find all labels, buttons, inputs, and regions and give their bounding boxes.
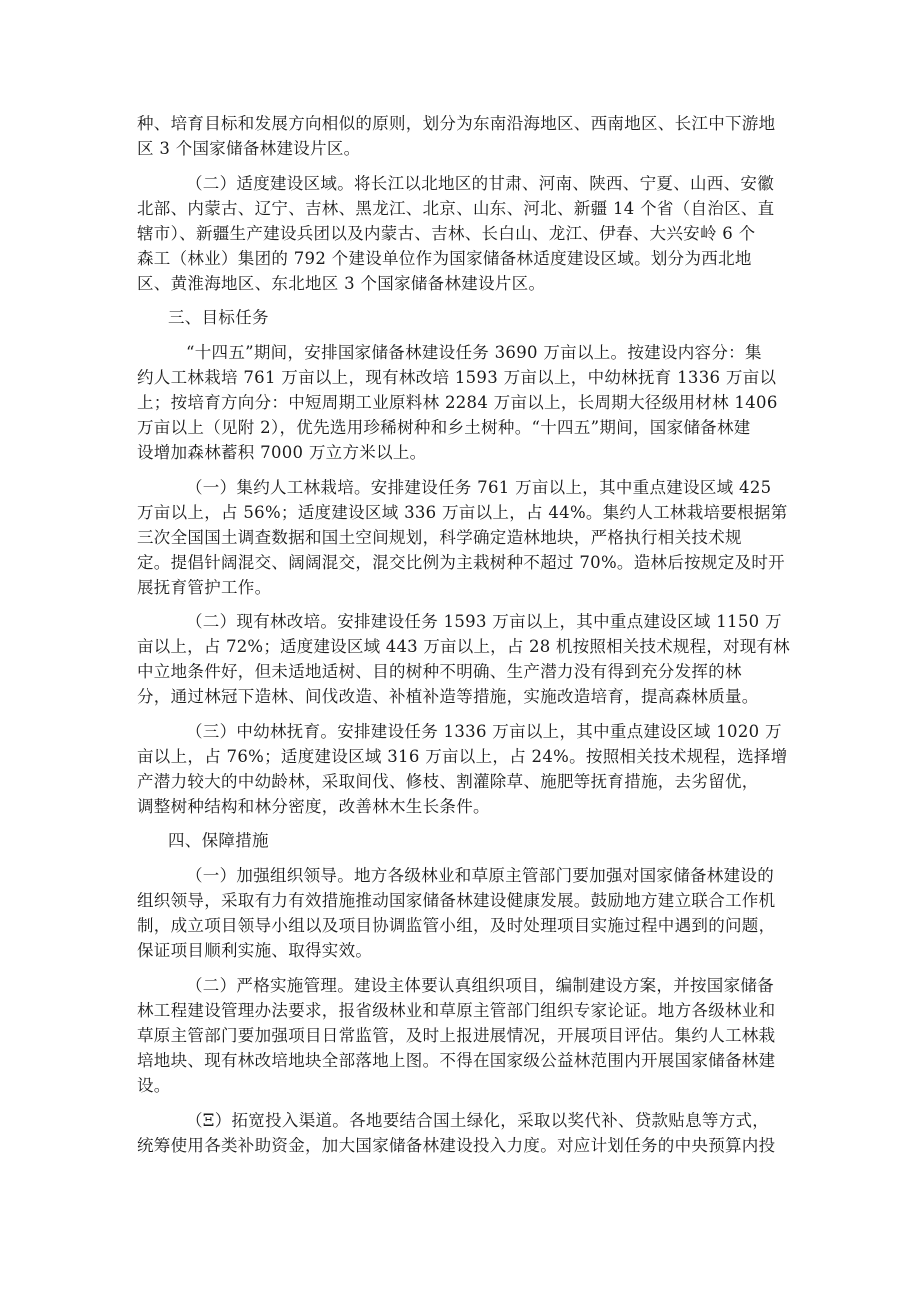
paragraph-line: 种、培育目标和发展方向相似的原则，划分为东南沿海地区、西南地区、长江中下游地	[137, 114, 776, 133]
paragraph-line: 北部、内蒙古、辽宁、吉林、黑龙江、北京、山东、河北、新疆 14 个省（自治区、直	[137, 199, 775, 218]
paragraph-line: 草原主管部门要加强项目日常监管，及时上报进展情况，开展项目评估。集约人工林栽	[137, 1026, 776, 1045]
paragraph-line: 制，成立项目领导小组以及项目协调监管小组，及时处理项目实施过程中遇到的问题，	[137, 916, 776, 935]
paragraph-line: 三次全国国土调查数据和国土空间规划，科学确定造林地块，严格执行相关技术规	[137, 528, 742, 547]
section-heading: 四、保障措施	[168, 831, 269, 850]
paragraph-line: 区 3 个国家储备林建设片区。	[137, 139, 361, 158]
paragraph-line: 中立地条件好，但未适地适树、目的树种不明确、生产潜力没有得到充分发挥的林	[137, 662, 742, 681]
paragraph-line: 约人工林栽培 761 万亩以上，现有林改培 1593 万亩以上，中幼林抚育 1336 万亩以	[137, 368, 777, 387]
paragraph-line: 森工（林业）集团的 792 个建设单位作为国家储备林适度建设区域。划分为西北地	[137, 249, 752, 268]
paragraph-line: 分，通过林冠下造林、间伐改造、补植补造等措施，实施改造培育，提高森林质量。	[137, 687, 759, 706]
paragraph-line: 林工程建设管理办法要求，报省级林业和草原主管部门组织专家论证。地方各级林业和	[137, 1001, 776, 1020]
paragraph-line: 产潜力较大的中幼龄林，采取间伐、修枝、割灌除草、施肥等抚育措施，去劣留优，	[137, 772, 759, 791]
paragraph-line: 上；按培育方向分：中短周期工业原料林 2284 万亩以上，长周期大径级用材林 1406	[137, 393, 778, 412]
paragraph-line: 亩以上，占 76%；适度建设区域 316 万亩以上，占 24%。按照相关技术规程，选择增	[137, 747, 788, 766]
paragraph-line: 培地块、现有林改培地块全部落地上图。不得在国家级公益林范围内开展国家储备林建	[137, 1051, 776, 1070]
paragraph-line: （一）加强组织领导。地方各级林业和草原主管部门要加强对国家储备林建设的	[186, 866, 774, 885]
paragraph-line: 区、黄淮海地区、东北地区 3 个国家储备林建设片区。	[137, 274, 546, 293]
paragraph-line: 组织领导，采取有力有效措施推动国家储备林建设健康发展。鼓励地方建立联合工作机	[137, 891, 776, 910]
paragraph-line: 统筹使用各类补助资金，加大国家储备林建设投入力度。对应计划任务的中央预算内投	[137, 1136, 776, 1155]
paragraph-line: （Ξ）拓宽投入渠道。各地要结合国土绿化，采取以奖代补、贷款贴息等方式，	[186, 1111, 770, 1130]
paragraph-line: （三）中幼林抚育。安排建设任务 1336 万亩以上，其中重点建设区域 1020 万	[186, 722, 782, 741]
paragraph-line: （二）现有林改培。安排建设任务 1593 万亩以上，其中重点建设区域 1150 万	[186, 612, 782, 631]
paragraph-line: 保证项目顺利实施、取得实效。	[137, 941, 373, 960]
paragraph-line: 万亩以上（见附 2），优先选用珍稀树种和乡土树种。“十四五”期间，国家储备林建	[137, 418, 751, 437]
paragraph-line: 调整树种结构和林分密度，改善林木生长条件。	[137, 797, 490, 816]
paragraph-line: 定。提倡针阔混交、阔阔混交，混交比例为主栽树种不超过 70%。造林后按规定及时开	[137, 553, 785, 572]
paragraph-line: （二）严格实施管理。建设主体要认真组织项目，编制建设方案，并按国家储备	[186, 976, 774, 995]
paragraph-line: 亩以上，占 72%；适度建设区域 443 万亩以上，占 28 机按照相关技术规程，对现有林	[137, 637, 790, 656]
paragraph-line: （一）集约人工林栽培。安排建设任务 761 万亩以上，其中重点建设区域 425	[186, 478, 772, 497]
paragraph-line: 万亩以上，占 56%；适度建设区域 336 万亩以上，占 44%。集约人工林栽培要根据第	[137, 503, 788, 522]
paragraph-line: 设增加森林蓄积 7000 万立方米以上。	[137, 443, 427, 462]
paragraph-line: （二）适度建设区域。将长江以北地区的甘肃、河南、陕西、宁夏、山西、安徽	[186, 174, 774, 193]
paragraph-line: “十四五”期间，安排国家储备林建设任务 3690 万亩以上。按建设内容分：集	[186, 343, 762, 362]
paragraph-line: 展抚育管护工作。	[137, 578, 272, 597]
paragraph-line: 设。	[137, 1076, 171, 1095]
section-heading: 三、目标任务	[168, 308, 269, 327]
paragraph-line: 辖市）、新疆生产建设兵团以及内蒙古、吉林、长白山、龙江、伊春、大兴安岭 6 个	[137, 224, 756, 243]
